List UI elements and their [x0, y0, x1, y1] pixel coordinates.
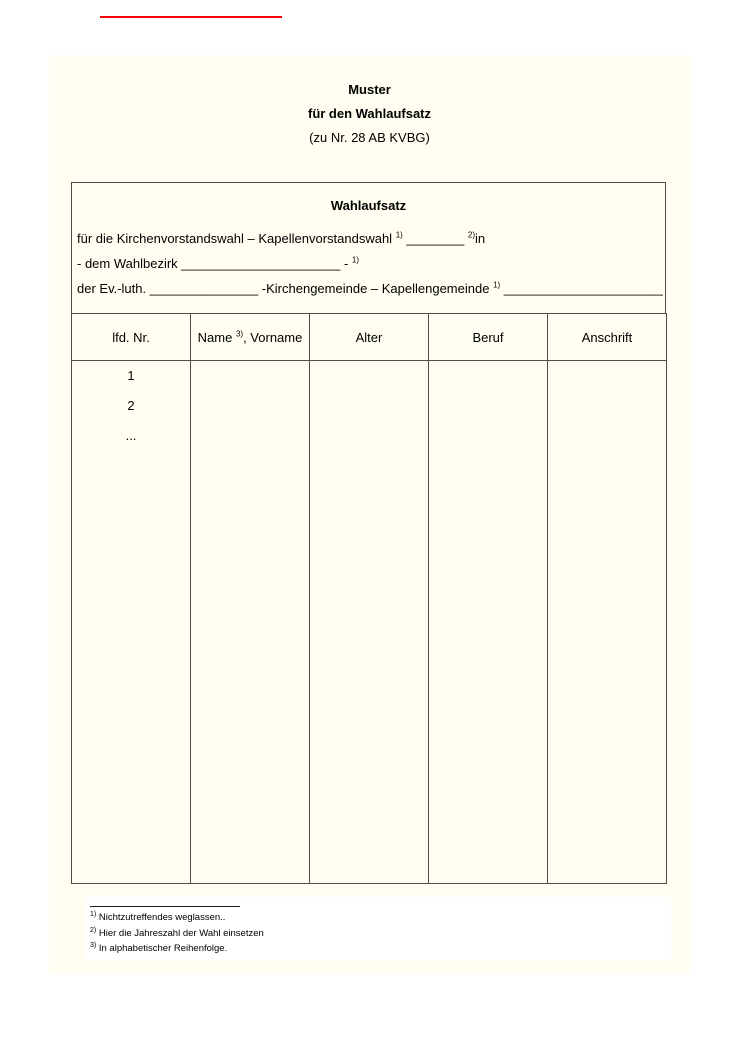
footnotes-block: [85, 897, 671, 960]
wahlaufsatz-intro-box: [71, 182, 666, 314]
title-line-subject: für den Wahlaufsatz: [307, 106, 432, 121]
footnote-1-marker: 1): [90, 910, 97, 918]
intro-box-title: Wahlaufsatz: [330, 198, 407, 213]
footnote-3: [90, 941, 671, 957]
column-header-name-vorname: [191, 314, 310, 361]
footnote-ref-1-icon: 1): [493, 280, 501, 290]
red-underline-mark: [100, 16, 282, 18]
intro-line-1-text: für die Kirchenvorstandswahl – Kapellenvorstandswahl: [77, 231, 396, 246]
intro-box-lines: [77, 226, 665, 301]
intro-line-1-blank: ________: [402, 231, 468, 246]
footnote-1-text: Nichtzutreffendes weglassen..: [98, 912, 226, 923]
cell-anschrift: [548, 361, 667, 884]
intro-line-3: [77, 276, 665, 301]
footnote-ref-1-icon: 1): [351, 255, 360, 265]
footnote-2-marker: 2): [90, 926, 97, 934]
wahlaufsatz-table: [71, 313, 667, 884]
footnote-3-text: In alphabetischer Reihenfolge.: [98, 943, 228, 954]
document-page: [49, 55, 690, 973]
title-line-muster: Muster: [348, 82, 391, 97]
cell-name-vorname: [191, 361, 310, 884]
intro-line-2-text: - dem Wahlbezirk ______________________ -: [77, 256, 352, 271]
footnote-ref-2-icon: 2): [467, 230, 476, 240]
intro-line-3-blank: ______________________: [500, 281, 663, 296]
table-header-row: [72, 314, 667, 361]
column-header-anschrift: Anschrift: [548, 314, 667, 361]
intro-line-1-suffix: in: [475, 231, 486, 246]
column-header-lfd-nr: lfd. Nr.: [72, 314, 191, 361]
footnote-divider: [90, 906, 240, 907]
intro-line-1: [77, 226, 665, 251]
table-body-row: [72, 361, 667, 884]
footnote-2: [90, 926, 671, 942]
intro-line-2: [77, 251, 665, 276]
footnote-ref-1-icon: 1): [395, 230, 403, 240]
document-title-block: [49, 78, 690, 150]
column-header-beruf: Beruf: [429, 314, 548, 361]
footnote-1: [90, 910, 671, 926]
cell-alter: [310, 361, 429, 884]
column-header-alter: Alter: [310, 314, 429, 361]
footnote-2-text: Hier die Jahreszahl der Wahl einsetzen: [98, 927, 264, 939]
footnote-3-marker: 3): [90, 941, 97, 949]
title-line-reference: (zu Nr. 28 AB KVBG): [309, 130, 430, 145]
footnote-ref-3-icon: 3): [235, 329, 244, 339]
cell-lfd-nr: [72, 361, 191, 884]
header-name-text: Name: [197, 329, 236, 345]
cell-beruf: [429, 361, 548, 884]
header-vorname-text: , Vorname: [243, 329, 303, 345]
intro-line-3-text: der Ev.-luth. _______________ -Kirchengemeinde – Kapellengemeinde: [77, 281, 494, 296]
row-number-ellipsis: ...: [125, 428, 137, 443]
row-number-1: 1: [127, 368, 135, 383]
row-number-2: 2: [127, 398, 135, 413]
